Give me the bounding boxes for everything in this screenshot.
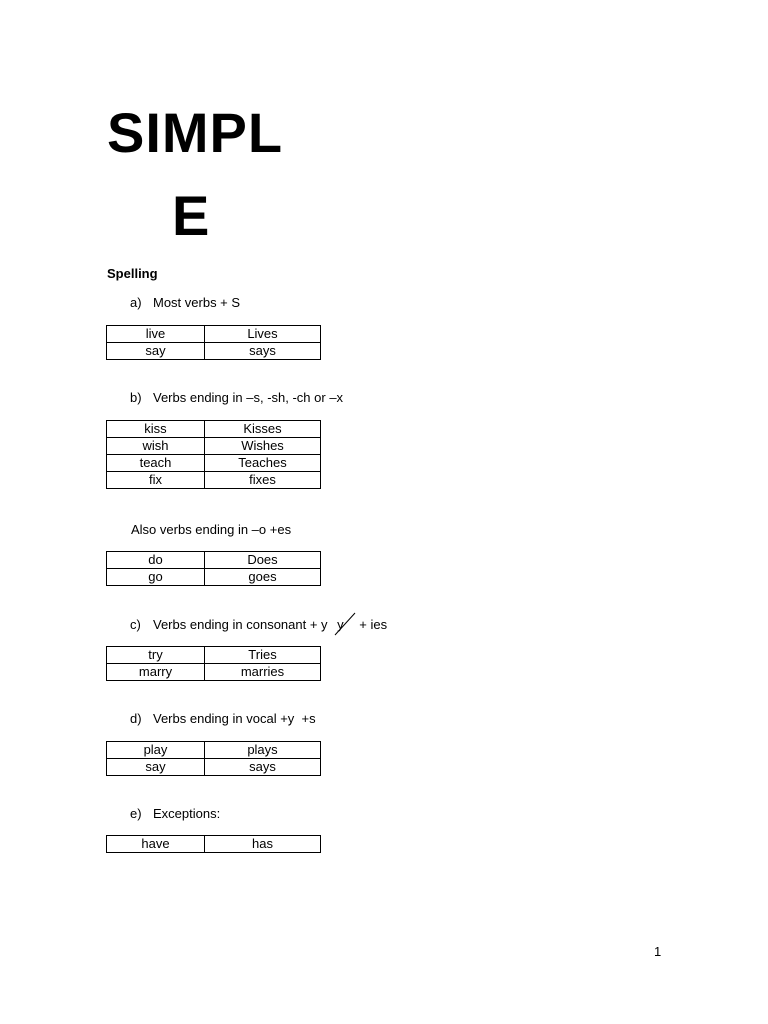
- table-row: [107, 664, 321, 681]
- rule-also-text: Also verbs ending in –o +es: [131, 522, 292, 537]
- table-a: [106, 325, 321, 360]
- section-heading: Spelling: [107, 266, 158, 281]
- page-title-line2: E: [172, 184, 210, 247]
- third-person-form: says: [205, 343, 321, 360]
- table-b: [106, 420, 321, 489]
- third-person-form: Kisses: [205, 421, 321, 438]
- rule-d-marker: d): [130, 711, 142, 726]
- table-row: [107, 647, 321, 664]
- base-verb: marry: [107, 664, 205, 681]
- third-person-form: says: [205, 759, 321, 776]
- rule-c: [130, 617, 387, 633]
- table-row: [107, 343, 321, 360]
- base-verb: kiss: [107, 421, 205, 438]
- third-person-form: Tries: [205, 647, 321, 664]
- third-person-form: marries: [205, 664, 321, 681]
- rule-e-text: Exceptions:: [153, 806, 221, 821]
- struck-letter-text: y: [337, 617, 344, 632]
- rule-c-suffix: + ies: [359, 617, 388, 632]
- third-person-form: Wishes: [205, 438, 321, 455]
- table-row: [107, 742, 321, 759]
- table-also: [106, 551, 321, 586]
- table-e: [106, 835, 321, 853]
- base-verb: say: [107, 343, 205, 360]
- table-c: [106, 646, 321, 681]
- base-verb: go: [107, 569, 205, 586]
- third-person-form: Does: [205, 552, 321, 569]
- third-person-form: plays: [205, 742, 321, 759]
- third-person-form: Lives: [205, 326, 321, 343]
- table-row: [107, 421, 321, 438]
- third-person-form: goes: [205, 569, 321, 586]
- rule-e: [130, 806, 220, 822]
- table-row: [107, 759, 321, 776]
- page-title-line1: SIMPL: [107, 101, 284, 164]
- base-verb: say: [107, 759, 205, 776]
- base-verb: try: [107, 647, 205, 664]
- third-person-form: fixes: [205, 472, 321, 489]
- base-verb: wish: [107, 438, 205, 455]
- rule-a-text: Most verbs + S: [153, 295, 241, 310]
- table-row: [107, 836, 321, 853]
- page-number: 1: [654, 944, 662, 959]
- rule-d-text: Verbs ending in vocal +y +s: [153, 711, 316, 726]
- rule-d: [130, 711, 316, 727]
- rule-a-marker: a): [130, 295, 142, 310]
- third-person-form: has: [205, 836, 321, 853]
- table-row: [107, 569, 321, 586]
- rule-e-marker: e): [130, 806, 142, 821]
- rule-c-marker: c): [130, 617, 141, 632]
- base-verb: fix: [107, 472, 205, 489]
- rule-b: [130, 390, 343, 406]
- rule-b-text: Verbs ending in –s, -sh, -ch or –x: [153, 390, 344, 405]
- rule-a: [130, 295, 240, 311]
- table-row: [107, 455, 321, 472]
- table-row: [107, 326, 321, 343]
- table-d: [106, 741, 321, 776]
- base-verb: do: [107, 552, 205, 569]
- rule-c-text: Verbs ending in consonant + y: [153, 617, 328, 632]
- strikethrough-mark-icon: [333, 611, 359, 637]
- table-row: [107, 552, 321, 569]
- rule-b-marker: b): [130, 390, 142, 405]
- struck-letter: [337, 617, 344, 633]
- base-verb: live: [107, 326, 205, 343]
- base-verb: teach: [107, 455, 205, 472]
- table-row: [107, 472, 321, 489]
- table-row: [107, 438, 321, 455]
- third-person-form: Teaches: [205, 455, 321, 472]
- base-verb: play: [107, 742, 205, 759]
- base-verb: have: [107, 836, 205, 853]
